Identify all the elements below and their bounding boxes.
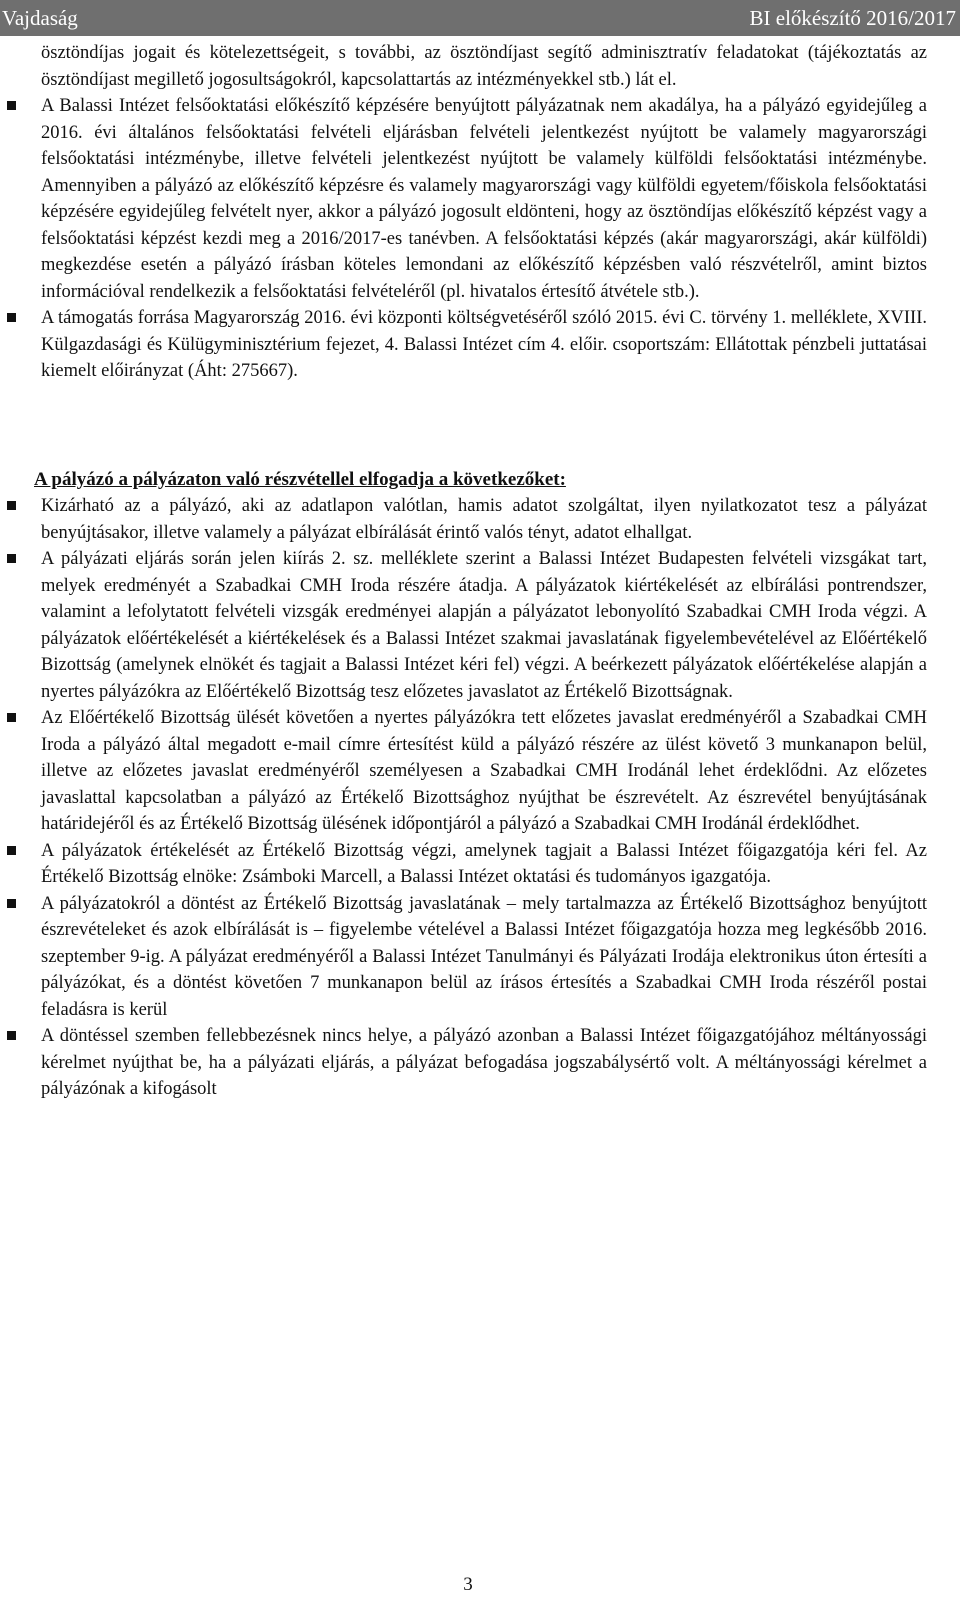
page-header (0, 0, 960, 36)
intro-paragraph: ösztöndíjas jogait és kötelezettségeit, s további, az ösztöndíjast segítő adminisztratív feladatokat (tájékoztatás az ösztöndíjast megillető jogosultságokról, kapcsolattartás az intézményekkel stb.) lát el. (41, 43, 927, 90)
list-item: A Balassi Intézet felsőoktatási előkészítő képzésére benyújtott pályázatnak nem akadálya, ha a pályázó egyidejűleg a 2016. évi általános felsőoktatási felvételi eljárásban felvételi jelentkezést nyújtott be valamely magyarországi felsőoktatási intézménybe, illetve felvételi jelentkezést nyújtott be valamely külföldi felsőoktatási intézménybe. Amennyiben a pályázó az előkészítő képzésre és valamely magyarországi vagy külföldi egyetem/főiskola felsőoktatási képzésére egyidejűleg felvételt nyer, akkor a pályázó jogosult eldönteni, hogy az ösztöndíjas előkészítő képzést vagy a felsőoktatási képzést kezdi meg a 2016/2017-es tanévben. A felsőoktatási képzés (akár magyarországi, akár külföldi) megkezdése esetén a pályázó írásban köteles lemondani az előkészítő képzésben való részvételről, amint biztos információval rendelkezik a felsőoktatási felvételéről (pl. hivatalos értesítő átvétele stb.). (41, 93, 927, 305)
list-item: A pályázatokról a döntést az Értékelő Bizottság javaslatának – mely tartalmazza az Értékelő Bizottsághoz benyújtott észrevételeket és azok elbírálását is – figyelembe vételével a Balassi Intézet főigazgatója hozza meg legkésőbb 2016. szeptember 9-ig. A pályázat eredményéről a Balassi Intézet Tanulmányi és Pályázati Irodája elektronikus úton értesíti a pályázókat, és a döntést követően 7 munkanapon belül az írásos értesítés a Szabadkai CMH Iroda részéről postai feladásra is kerül (41, 891, 927, 1024)
list-item: Kizárható az a pályázó, aki az adatlapon valótlan, hamis adatot szolgáltat, ilyen nyilatkozatot tesz a pályázat benyújtásakor, illetve valamely a pályázat elbírálását érintő valós tényt, adatot elhallgat. (41, 493, 927, 546)
document-body (34, 40, 927, 1103)
list-item: A pályázati eljárás során jelen kiírás 2. sz. melléklete szerint a Balassi Intézet Budapesten felvételi vizsgákat tart, melyek eredményét a Szabadkai CMH Iroda részére átadja. A pályázatok kiértékelését az elbírálási pontrendszer, valamint a lefolytatott felvételi vizsgák eredményei alapján a pályázatot lebonyolító Szabadkai CMH Iroda végzi. A pályázatok előértékelését a kiértékelések és a Balassi Intézet szakmai javaslatának figyelembevételével az Előértékelő Bizottság (amelynek elnökét és tagjait a Balassi Intézet kéri fel) végzi. A beérkezett pályázatok előértékelése alapján a nyertes pályázókra az Előértékelő Bizottság tesz előzetes javaslatot az Értékelő Bizottságnak. (41, 546, 927, 705)
section-heading: A pályázó a pályázaton való részvétellel elfogadja a következőket: (34, 468, 566, 490)
bullet-list-conditions (41, 493, 927, 1103)
list-item: A támogatás forrása Magyarország 2016. évi központi költségvetéséről szóló 2015. évi C. törvény 1. melléklete, XVIII. Külgazdasági és Külügyminisztérium fejezet, 4. Balassi Intézet cím 4. előir. csoportszám: Ellátottak pénzbeli juttatásai kiemelt előirányzat (Áht: 275667). (41, 305, 927, 385)
list-item: Az Előértékelő Bizottság ülését követően a nyertes pályázókra tett előzetes javaslat eredményéről a Szabadkai CMH Iroda a pályázó által megadott e-mail címre értesítést küld a pályázó részére az ülést követő 3 munkanapon belül, illetve az előzetes javaslat eredményéről személyesen a Szabadkai CMH Irodánál lehet érdeklődni. Az előzetes javaslattal kapcsolatban a pályázó az Értékelő Bizottsághoz nyújthat be észrevételt. Az észrevétel benyújtásának határidejéről és az Értékelő Bizottság ülésének időpontjáról a pályázó a Szabadkai CMH Irodánál érdeklődhet. (41, 705, 927, 838)
page-number: 3 (463, 1574, 473, 1595)
header-region: Vajdaság (2, 6, 78, 30)
bullet-list-top (41, 93, 927, 385)
list-item: A pályázatok értékelését az Értékelő Bizottság végzi, amelynek tagjait a Balassi Intézet főigazgatója kéri fel. Az Értékelő Bizottság elnöke: Zsámboki Marcell, a Balassi Intézet oktatási és tudományos igazgatója. (41, 838, 927, 891)
list-item: A döntéssel szemben fellebbezésnek nincs helye, a pályázó azonban a Balassi Intézet főigazgatójához méltányossági kérelmet nyújthat be, ha a pályázati eljárás, a pályázat befogadása jogszabálysértő volt. A méltányossági kérelmet a pályázónak a kifogásolt (41, 1023, 927, 1103)
header-program-title: BI előkészítő 2016/2017 (749, 6, 956, 30)
